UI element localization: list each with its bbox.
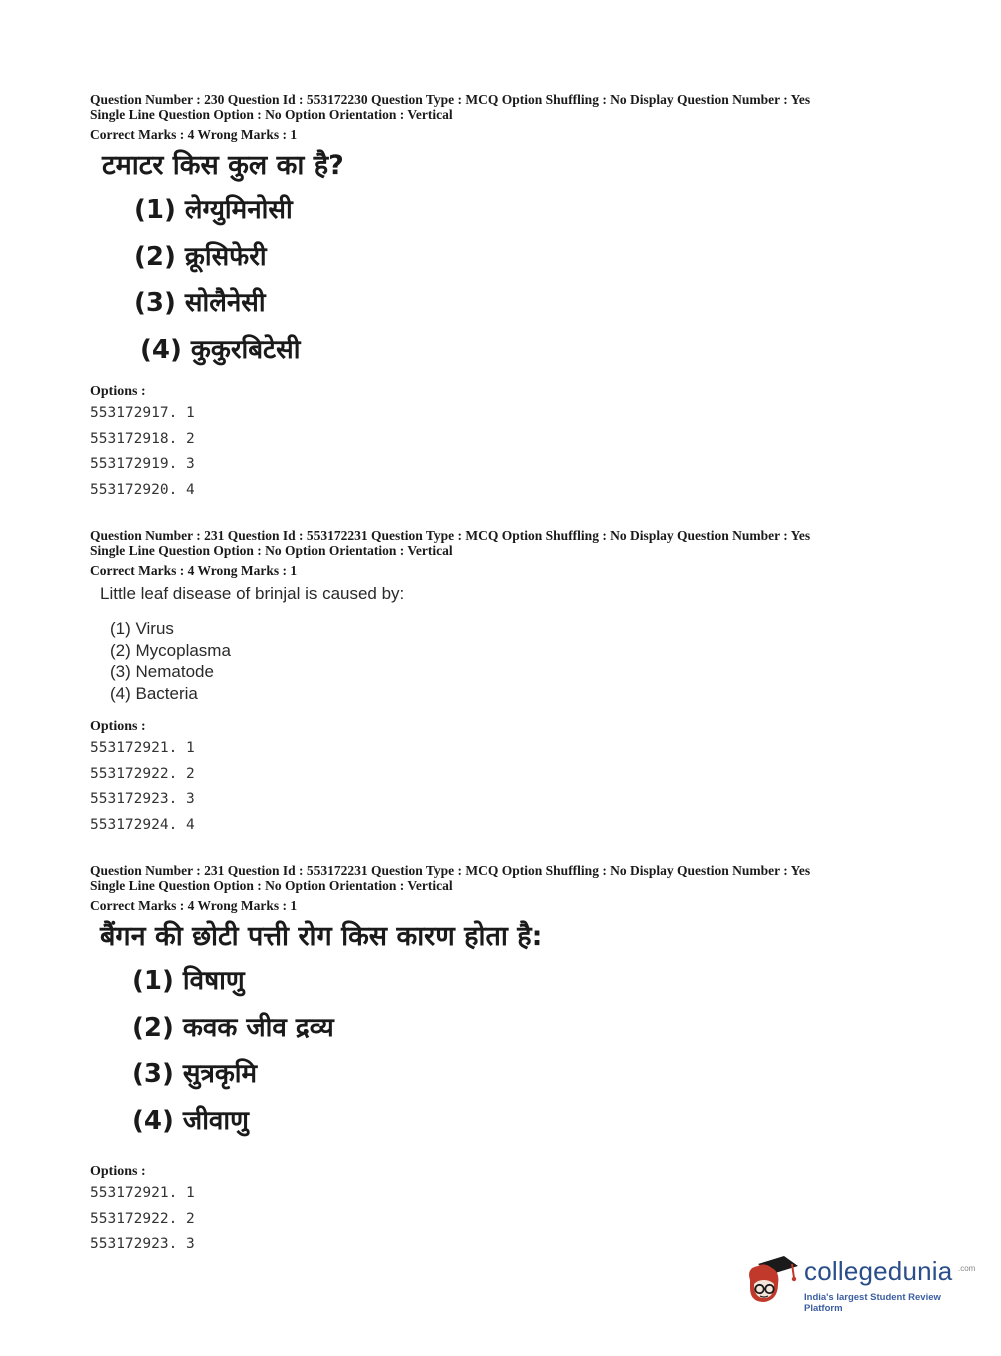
option-id: 553172922. 2 xyxy=(90,765,195,782)
question-meta: Question Number : 231 Question Id : 553172231 Question Type : MCQ Option Shuffling : No Display Question Number : Yes xyxy=(90,863,811,878)
answer-choices xyxy=(110,618,970,704)
option-id: 553172918. 2 xyxy=(90,430,195,447)
option-id-list xyxy=(90,737,970,839)
brand-suffix: .com xyxy=(958,1264,976,1273)
options-block-231-hi xyxy=(90,1164,970,1259)
student-mascot-icon xyxy=(740,1250,798,1308)
question-text: Little leaf disease of brinjal is caused by: xyxy=(100,584,405,603)
option-id: 553172920. 4 xyxy=(90,481,195,498)
question-meta-line2: Single Line Question Option : No Option Orientation : Vertical xyxy=(90,878,453,893)
answer-choice: (4) जीवाणु xyxy=(132,1105,249,1136)
option-id: 553172923. 3 xyxy=(90,1236,195,1252)
marks-info: Correct Marks : 4 Wrong Marks : 1 xyxy=(90,563,298,578)
answer-choice: (1) विषाणु xyxy=(132,966,245,996)
option-id-list xyxy=(90,402,970,504)
options-label: Options : xyxy=(90,719,146,734)
question-block-230 xyxy=(90,92,970,376)
answer-choice: (1) लेग्युमिनोसी xyxy=(134,195,293,225)
option-id: 553172923. 3 xyxy=(90,791,195,807)
question-block-231-hi xyxy=(90,863,970,1147)
question-block-231-en xyxy=(90,528,970,704)
options-block-230 xyxy=(90,384,970,504)
option-id: 553172917. 1 xyxy=(90,405,195,421)
marks-info: Correct Marks : 4 Wrong Marks : 1 xyxy=(90,127,298,142)
answer-choice: (4) Bacteria xyxy=(110,683,198,703)
answer-choice: (4) कुकुरबिटेसी xyxy=(140,334,301,365)
option-id: 553172922. 2 xyxy=(90,1210,195,1227)
answer-choice: (3) सुत्रकृमि xyxy=(132,1059,258,1089)
answer-choice: (1) Virus xyxy=(110,619,174,638)
collegedunia-logo xyxy=(740,1248,976,1314)
answer-choices xyxy=(134,190,970,376)
brand-tagline: India's largest Student Review Platform xyxy=(804,1292,941,1314)
question-meta: Question Number : 230 Question Id : 553172230 Question Type : MCQ Option Shuffling : No Display Question Number : Yes xyxy=(90,92,811,107)
marks-info: Correct Marks : 4 Wrong Marks : 1 xyxy=(90,898,298,913)
answer-choice: (3) Nematode xyxy=(110,662,214,681)
option-id: 553172921. 1 xyxy=(90,1185,195,1201)
option-id: 553172919. 3 xyxy=(90,456,195,472)
question-meta: Question Number : 231 Question Id : 553172231 Question Type : MCQ Option Shuffling : No Display Question Number : Yes xyxy=(90,528,811,543)
question-meta-line2: Single Line Question Option : No Option Orientation : Vertical xyxy=(90,543,453,558)
options-block-231-en xyxy=(90,719,970,839)
brand-name: collegedunia xyxy=(804,1256,953,1286)
option-id: 553172924. 4 xyxy=(90,816,195,833)
options-label: Options : xyxy=(90,384,146,399)
answer-choice: (2) कवक जीव द्रव्य xyxy=(132,1012,334,1043)
answer-choice: (3) सोलैनेसी xyxy=(134,288,266,318)
answer-choice: (2) क्रूसिफेरी xyxy=(134,241,267,272)
question-meta-line2: Single Line Question Option : No Option Orientation : Vertical xyxy=(90,107,453,122)
option-id: 553172921. 1 xyxy=(90,740,195,756)
answer-choices xyxy=(132,961,970,1147)
question-text: टमाटर किस कुल का है? xyxy=(102,150,344,181)
answer-choice: (2) Mycoplasma xyxy=(110,640,231,660)
options-label: Options : xyxy=(90,1164,146,1179)
question-text: बैंगन की छोटी पत्ती रोग किस कारण होता है: xyxy=(100,921,543,952)
